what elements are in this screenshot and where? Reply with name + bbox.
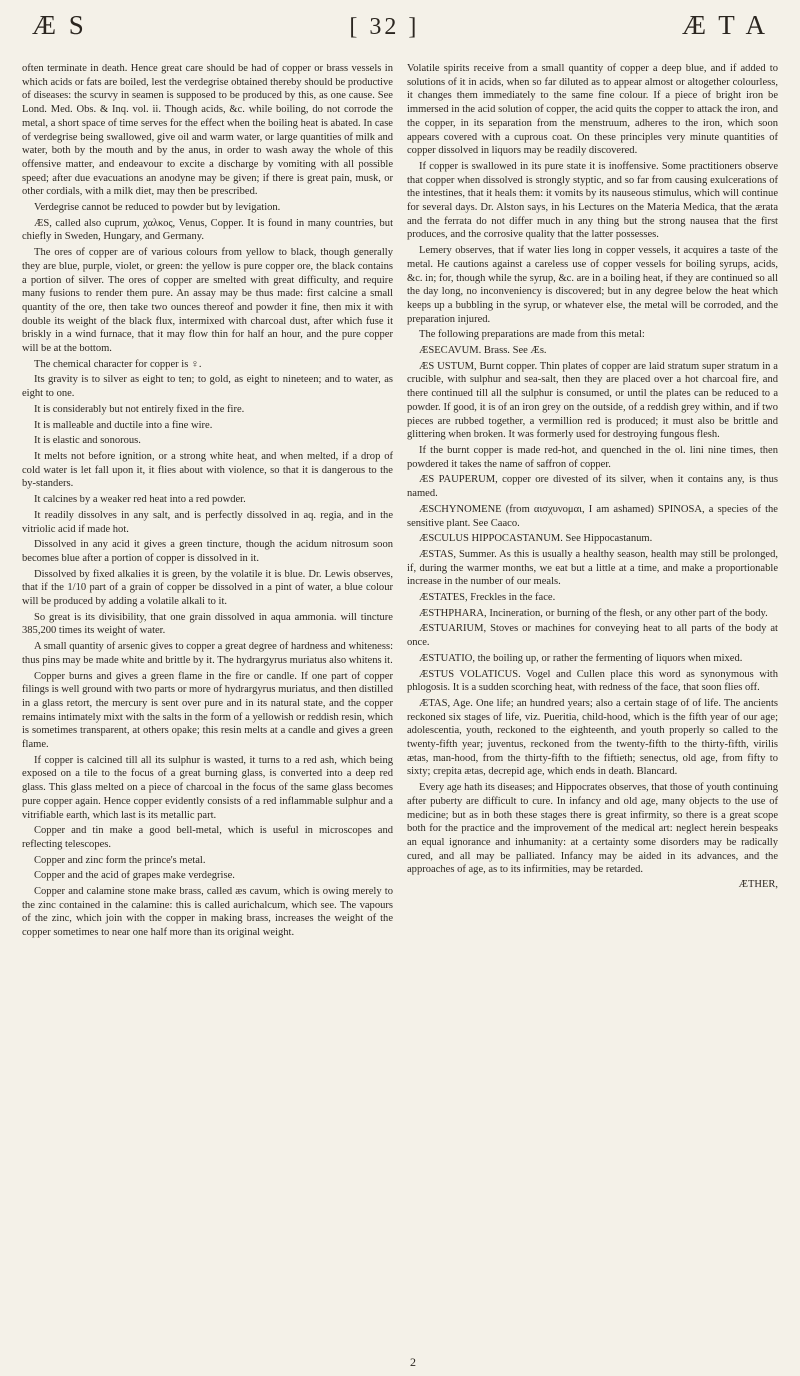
paragraph: ÆSECAVUM. Brass. See Æs. bbox=[419, 345, 547, 357]
header-right: Æ T A bbox=[681, 10, 768, 40]
paragraph: If copper is swallowed in its pure state it is inoffensive. Some practitioners observe that copper when dissolved is strongly styptic, and so far from causing exulcerations of the intestines, that it heals them: it vomits by its nauseous stimulus, which will continue for several days. Dr. Alston says, in his Lectures on the Materia Medica, that the ærata and the ferrata do not differ much in any thing but the strong nausea that the first produces, and the corrosive quality that the latter possesses. bbox=[407, 160, 778, 241]
paragraph: Copper and the acid of grapes make verdegrise. bbox=[34, 870, 235, 882]
paragraph: ÆSTUARIUM, Stoves or machines for conveying heat to all parts of the body at once. bbox=[407, 623, 778, 649]
paragraph: So great is its divisibility, that one grain dissolved in aqua ammonia. will tincture 385,200 times its weight of water. bbox=[22, 611, 393, 637]
paragraph: Dissolved by fixed alkalies it is green, by the volatile it is blue. Dr. Lewis observes, that if the 1/10 part of a grain of copper be dissolved in a pint of water, a blue colour will be produced by adding a volatile alkali to it. bbox=[22, 568, 393, 608]
paragraph: It melts not before ignition, or a strong white heat, and when melted, if a drop of cold water is let fall upon it, it flies about with violence, so that it is dangerous to the by-standers. bbox=[22, 450, 393, 490]
paragraph: Lemery observes, that if water lies long in copper vessels, it acquires a taste of the metal. He cautions against a careless use of copper vessels for boiling syrups, acids, &c. in; for, though while the syrup, &c. are in a boiling heat, if they are continued so all the day long, no inconveniency is discovered; but in any degree below the heat which keeps up a bubbling in the syrup, or whatever else, the metal will be corroded, and the preparation injured. bbox=[407, 245, 778, 325]
paragraph: It is elastic and sonorous. bbox=[34, 435, 141, 447]
paragraph: ÆSTATES, Freckles in the face. bbox=[419, 592, 556, 604]
catchword: ÆTHER, bbox=[738, 879, 778, 891]
paragraph: A small quantity of arsenic gives to copper a great degree of hardness and whiteness: thus pins may be made white and brittle by it. The hydrargyrus muriatus also whitens it. bbox=[22, 641, 393, 666]
running-header bbox=[14, 10, 786, 62]
paragraph: often terminate in death. Hence great care should be had of copper or brass vessels in which acids or fats are boiled, lest the verdegrise obtained thereby should be productive of diseases: the scurvy in seamen is supposed to be produced by this, as one cause. See Lond. Med. Obs. & Inq. vol. ii. Though acids, &c. while boiling, do not corrode the metal, a short space of time serves for the effect when the boiling heat is abated. In case of verdegrise being swallowed, give oil and warm water, or large quantities of milk and water, both by the mouth and by the anus, in order to wash away the whole of this offensive matter, and endeavour to excite a discharge by vomiting with all possible speed; after due evacuations an anodyne may be given; if there is great pain, musk, or other cordials, with a milk diet, may then be prescribed. bbox=[22, 63, 393, 198]
paragraph: Copper and calamine stone make brass, called æs cavum, which is owing merely to the zinc contained in the calamine: this is called aurichalcum, which see. The vapours of the zinc, which join with the copper in making brass, increases the weight of the copper sometimes to near one half more than its original weight. bbox=[22, 886, 393, 939]
text-columns bbox=[14, 62, 786, 942]
right-column bbox=[407, 62, 778, 942]
paragraph: Volatile spirits receive from a small quantity of copper a deep blue, and if added to solutions of it in acids, when so far diluted as to appear almost or altogether colourless, it changes them immediately to the same fine colour. If a piece of bright iron be immersed in the acid solution of copper, the acid quits the copper to attack the iron, and the copper, in its separation from the menstruum, adheres to the iron, which soon appears covered with a cuprous coat. On these principles very minute quantities of copper dissolved in liquors may be readily discovered. bbox=[407, 63, 778, 157]
page-number: [ 32 ] bbox=[349, 14, 420, 40]
paragraph: ÆTAS, Age. One life; an hundred years; also a certain stage of of life. The ancients reckoned six stages of life, viz. Pueritia, child-hood, which is the fifth year of our age; adolescentia, youth, reckoned to the eighteenth, and youth properly so called to the twenty-fifth year; juventus, reckoned from the twenty-fifth to the thirty-fifth, virilis ætas, man-hood, from the thirty-fifth to the fiftieth; senectus, old age, from fifty to sixty; crepita ætas, decrepid age, which ends in death. Blancard. bbox=[407, 697, 778, 778]
paragraph: It is malleable and ductile into a fine wire. bbox=[34, 419, 213, 431]
paragraph: It readily dissolves in any salt, and is perfectly dissolved in aq. regia, and in the vitriolic acid if made hot. bbox=[22, 509, 393, 535]
paragraph: Every age hath its diseases; and Hippocrates observes, that those of youth continuing after puberty are difficult to cure. In infancy and old age, many objects to the use of medicine; but as in both these stages there is great infirmity, so there is a great scope both for the practice and the improvement of the medical art: neglect herein bespeaks an equal ignorance and inhumanity: at a certainty some disorders may be radically cured, and all may be palliated. Infancy may be aided in its advances, and the approaches of age, as to its infirmities, may be retarded. bbox=[407, 782, 778, 876]
header-left: Æ S bbox=[32, 10, 87, 40]
paragraph: If copper is calcined till all its sulphur is wasted, it turns to a red ash, which being exposed on a tile to the focus of a great burning glass, is converted into a deep red glass. This glass melted on a piece of charcoal in the focus of the same glass becomes pure copper again. Hence copper evidently consists of a red inflammable sulphur and a vitrifiable earth, which last is its metallic part. bbox=[22, 754, 393, 821]
paragraph: Copper and tin make a good bell-metal, which is useful in microscopes and reflecting telescopes. bbox=[22, 825, 393, 850]
paragraph: ÆSTUATIO, the boiling up, or rather the fermenting of liquors when mixed. bbox=[419, 652, 743, 664]
paragraph: ÆS USTUM, Burnt copper. Thin plates of copper are laid stratum super stratum in a crucible, with sulphur and sea-salt, then they are placed over a hot charcoal fire, and there continued till all the sulphur is consumed, or until the plates can be reduced to a powder. If good, it is of an iron grey on the outside, of a reddish grey within, and if two pieces are rubbed together, a vermillion red is produced; it must also be brittle and glittering when broken. It was formerly used for destroying fungous flesh. bbox=[407, 360, 778, 441]
paragraph: The ores of copper are of various colours from yellow to black, though generally they are blue, purple, violet, or green: the yellow is pure copper ore, the black contains a portion of silver. The ores of copper are smelted with great difficulty, and require many fusions to render them pure. An assay may be thus made: first calcine a small quantity of the ore, then take two ounces thereof and powder it fine, then mix it with double its weight of the black flux, intermixed with charcoal dust, after which fuse it briskly in a wind furnace, that it may flow thin for half an hour, and the pure copper will be at the bottom. bbox=[22, 247, 393, 355]
paragraph: ÆS PAUPERUM, copper ore divested of its silver, when it contains any, is thus named. bbox=[407, 474, 778, 500]
paragraph: ÆSCHYNOMENE (from αισχυνομαι, I am ashamed) SPINOSA, a species of the sensitive plant. See Caaco. bbox=[407, 503, 778, 529]
paragraph: Dissolved in any acid it gives a green tincture, though the acidum nitrosum soon becomes blue after a portion of copper is dissolved in it. bbox=[22, 539, 393, 564]
paragraph: ÆSTHPHARA, Incineration, or burning of the flesh, or any other part of the body. bbox=[419, 607, 768, 619]
paragraph: Verdegrise cannot be reduced to powder but by levigation. bbox=[34, 202, 281, 214]
paragraph: The following preparations are made from this metal: bbox=[419, 329, 645, 341]
signature-mark: 2 bbox=[410, 1355, 416, 1369]
paragraph: Copper and zinc form the prince's metal. bbox=[34, 854, 206, 866]
paragraph: It calcines by a weaker red heat into a red powder. bbox=[34, 494, 246, 506]
paragraph: Copper burns and gives a green flame in the fire or candle. If one part of copper filings is well ground with two parts or more of hydrargyrus muriatus, and then distilled in a glass retort, the mercury is sent over pure and in its natural state, and the copper remains intimately mixt with the salts in the form of a yellowish or reddish resin, which is sometimes transparent, at others opake; this resin melts at a candle and gives a green flame. bbox=[22, 670, 393, 751]
paragraph: ÆS, called also cuprum, χαλκος, Venus, Copper. It is found in many countries, but chiefly in Sweden, Hungary, and Germany. bbox=[22, 217, 393, 243]
paragraph: ÆSCULUS HIPPOCASTANUM. See Hippocastanum. bbox=[419, 533, 653, 545]
paragraph: ÆSTAS, Summer. As this is usually a healthy season, health may still be prolonged, if, during the warmer months, we eat but a little at a time, and make a proportionable increase in the number of our meals. bbox=[407, 548, 778, 588]
paragraph: The chemical character for copper is ♀. bbox=[34, 358, 202, 370]
paragraph: If the burnt copper is made red-hot, and quenched in the ol. lini nine times, then powdered it takes the name of saffron of copper. bbox=[407, 444, 778, 470]
left-column bbox=[22, 62, 393, 942]
paragraph: It is considerably but not entirely fixed in the fire. bbox=[34, 403, 245, 415]
paragraph: ÆSTUS VOLATICUS. Vogel and Cullen place this word as synonymous with phlogosis. It is a sudden scorching heat, with redness of the face, that soon flies off. bbox=[407, 668, 778, 694]
paragraph: Its gravity is to silver as eight to ten; to gold, as eight to nineteen; and to water, as eight to one. bbox=[22, 374, 393, 400]
